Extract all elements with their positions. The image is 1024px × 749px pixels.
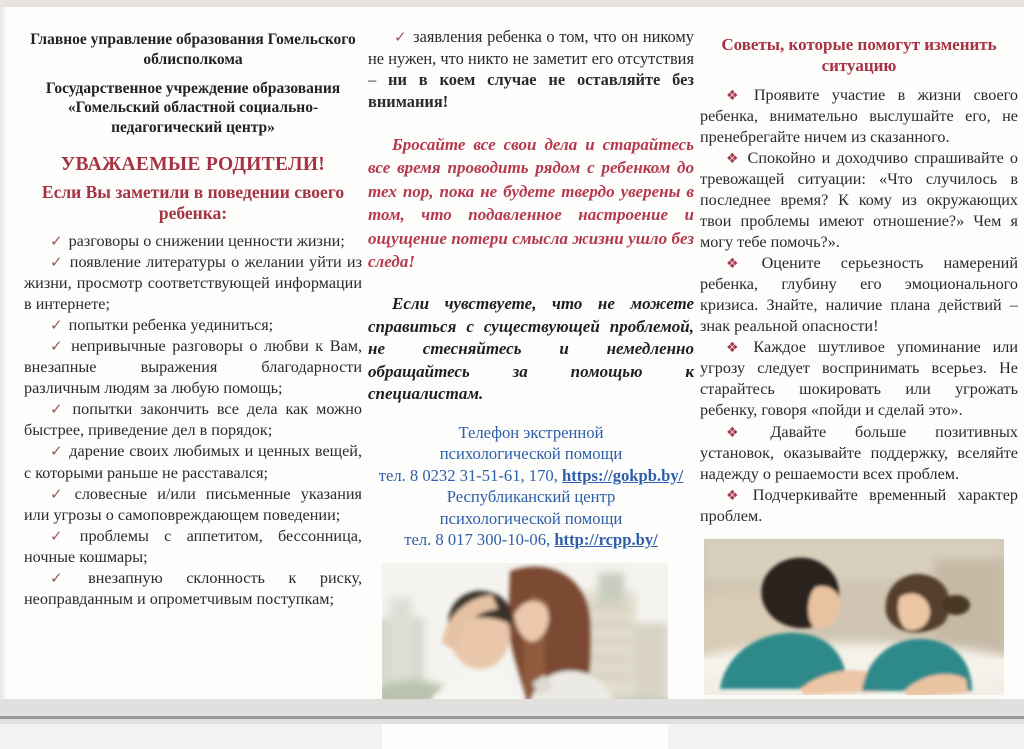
hotline-phone-line	[368, 465, 694, 487]
hotline-title-line1: Телефон экстренной	[458, 422, 604, 442]
scan-edge-top	[0, 0, 1024, 7]
gokpb-link[interactable]: https://gokpb.by/	[562, 465, 684, 485]
center-title-line1: Республиканский центр	[446, 487, 616, 507]
check-icon: ✓	[50, 337, 66, 356]
diamond-bullet-icon: ❖	[726, 487, 746, 504]
check-icon: ✓	[50, 484, 69, 503]
check-icon: ✓	[50, 442, 64, 461]
statement-text: заявления ребенка о том, что он никому не нужен, что никто не заметит его отсутствия –	[368, 27, 694, 90]
center-phone: тел. 8 017 300-10-06,	[404, 530, 555, 550]
symptom-item	[24, 526, 362, 568]
symptom-text: дарение своих любимых и ценных вещей, с которыми раньше не расставался;	[24, 442, 362, 482]
check-icon: ✓	[50, 400, 67, 419]
diamond-bullet-icon: ❖	[726, 256, 755, 272]
tip-item	[700, 148, 1018, 253]
symptom-text: попытки ребенка уединиться;	[68, 316, 274, 335]
check-icon: ✓	[50, 231, 63, 250]
diamond-bullet-icon: ❖	[726, 150, 741, 167]
scan-edge-left	[0, 0, 7, 724]
diamond-bullet-icon: ❖	[726, 424, 764, 441]
right-column	[700, 34, 1018, 719]
tip-item	[700, 422, 1018, 485]
scan-line-bottom	[0, 716, 1024, 719]
center-title-line2: психологической помощи	[439, 508, 623, 528]
symptom-text: проблемы с аппетитом, бессонница, ночные кошмары;	[24, 526, 362, 566]
tip-item	[700, 485, 1018, 527]
check-icon: ✓	[50, 316, 63, 335]
mother-daughter-talking-photo	[704, 539, 1018, 719]
symptom-item	[24, 568, 362, 610]
symptom-text: словесные и/или письменные указания или угрозы о самоповреждающем поведении;	[24, 484, 363, 524]
statement-bold-text: ни в коем случае не оставляйте без внимания!	[368, 70, 695, 112]
heading-if-you-noticed: Если Вы заметили в поведении своего ребенка:	[41, 182, 345, 224]
tip-item	[700, 253, 1018, 337]
seek-help-paragraph: Если чувствуете, что не можете справиться с существующей проблемой, не стесняйтесь и немедленно обращайтесь за помощью к специалистам.	[368, 294, 694, 404]
urgent-advice-paragraph: Бросайте все свои дела и старайтесь все время проводить рядом с ребенком до тех пор, пока не будете твердо уверены в том, что подавленное настроение и ощущение потери смысла жизни ушло без следа!	[368, 134, 694, 272]
heading-dear-parents: УВАЖАЕМЫЕ РОДИТЕЛИ!	[60, 154, 326, 176]
diamond-bullet-icon: ❖	[726, 87, 747, 104]
check-icon: ✓	[50, 252, 64, 271]
check-icon: ✓	[50, 568, 83, 587]
help-contacts-block	[368, 422, 694, 551]
tip-text: Проявите участие в жизни своего ребенка, внимательно выслушайте его, не пренебрегайте ничем из сказанного.	[700, 85, 1018, 146]
tips-heading: Советы, которые помогут изменить ситуацию	[721, 35, 997, 76]
symptom-text: разговоры о снижении ценности жизни;	[68, 231, 345, 250]
diamond-bullet-icon: ❖	[726, 340, 747, 357]
symptom-item	[24, 315, 362, 336]
symptom-item	[24, 231, 362, 252]
left-column	[24, 30, 362, 610]
tip-text: Подчеркивайте временный характер проблем.	[700, 485, 1018, 525]
statement-paragraph	[368, 26, 694, 113]
tip-item	[700, 85, 1018, 148]
symptom-text: непривычные разговоры о любви к Вам, внезапные выражения благодарности различным людям за любую помощь;	[24, 337, 362, 398]
symptom-item	[24, 399, 362, 441]
middle-column	[368, 26, 694, 749]
symptom-item	[24, 252, 362, 315]
tip-text: Каждое шутливое упоминание или угрозу следует воспринимать всерьез. Не старайтесь шокировать или угрожать ребенку, говоря «пойди и сделай это».	[700, 338, 1018, 420]
org-name-secondary: Государственное учреждение образования «Гомельский областной социально-педагогический центр»	[45, 79, 341, 137]
symptom-text: появление литературы о желании уйти из жизни, просмотр соответствующей информации в интернете;	[24, 252, 362, 314]
center-phone-line	[368, 529, 694, 551]
tip-text: Давайте больше позитивных установок, оказывайте поддержку, вселяйте надежду о решаемости всех проблем.	[700, 422, 1018, 483]
hotline-phone: тел. 8 0232 31-51-61, 170,	[378, 465, 562, 485]
scan-edge-bottom	[0, 699, 1024, 724]
symptom-text: внезапную склонность к риску, неоправданным и опрометчивым поступкам;	[24, 568, 362, 608]
symptom-text: попытки закончить все дела как можно быстрее, приведение дел в порядок;	[24, 400, 362, 440]
org-name-primary: Главное управление образования Гомельского облисполкома	[30, 31, 356, 68]
symptoms-list	[24, 231, 362, 610]
symptom-item	[24, 336, 362, 399]
check-icon: ✓	[50, 526, 74, 545]
check-icon: ✓	[394, 28, 408, 46]
symptom-item	[24, 484, 362, 526]
tip-text: Оцените серьезность намерений ребенка, глубину его эмоционального кризиса. Знайте, наличие плана действий – знак реальной опасности!	[700, 254, 1018, 336]
hotline-title-line2: психологической помощи	[439, 444, 623, 464]
rcpp-link[interactable]: http://rcpp.by/	[554, 530, 658, 550]
tip-text: Спокойно и доходчиво спрашивайте о тревожащей ситуации: «Что случилось в последнее время? К кому из окружающих твои проблемы имеют отношение?» Чем я могу тебе помочь?».	[700, 148, 1018, 251]
symptom-item	[24, 441, 362, 483]
tip-item	[700, 337, 1018, 421]
tips-list	[700, 85, 1018, 527]
